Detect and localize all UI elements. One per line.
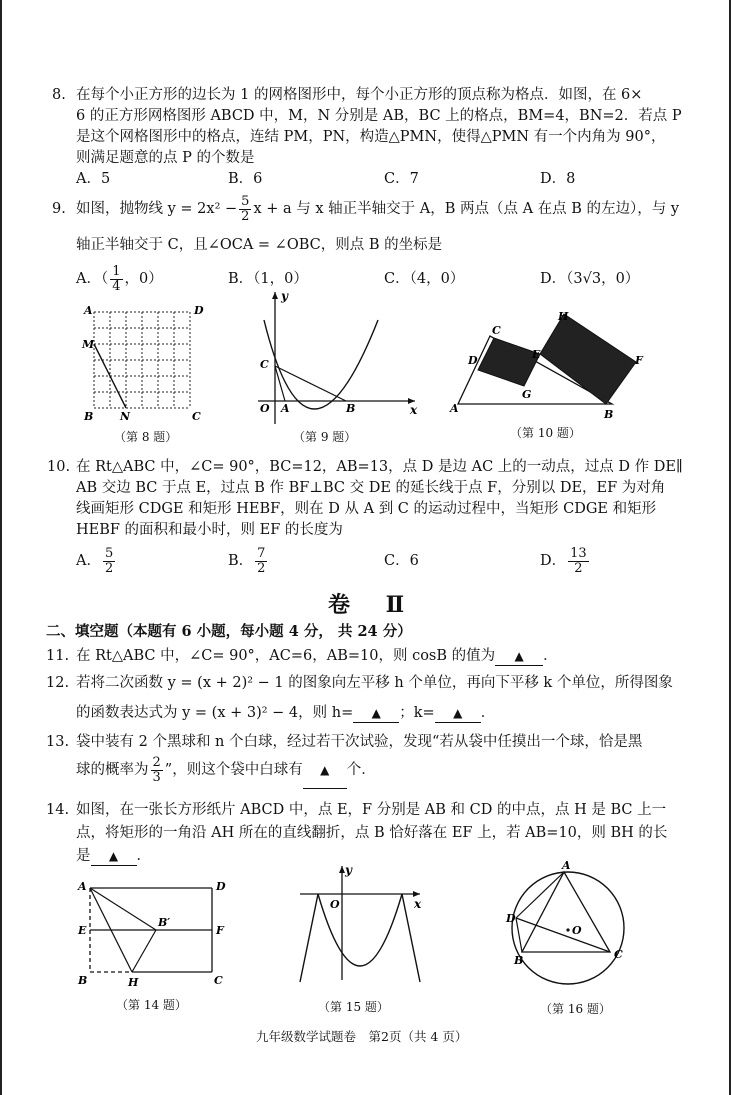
figure-14-label-b-prime: B′: [158, 916, 171, 929]
figure-16-label-o: O: [572, 924, 582, 937]
caption-fig-14: （第 14 题）: [116, 998, 187, 1012]
q13-frac-num: 2: [152, 754, 161, 770]
figure-16-segment-db: [516, 918, 522, 952]
figure-10-label-f: F: [635, 354, 643, 367]
q13-line-2: [76, 752, 376, 789]
figure-15: [292, 862, 432, 990]
q11-end: ．: [543, 648, 558, 664]
figure-9-y-arrow: [272, 292, 278, 299]
figure-14-label-h: H: [128, 976, 139, 989]
q10-opt-a-label: A．: [76, 553, 101, 569]
q10-opt-a-frac: [103, 547, 115, 576]
q12-text-a: 的函数表达式为 y = (x + 3)² − 4，则 h=: [76, 705, 354, 721]
figure-10-rect-hebf: [540, 314, 636, 404]
figure-10-label-b: B: [604, 408, 614, 421]
q12-blank-k: ▲: [435, 704, 481, 723]
q14-number: 14.: [46, 802, 70, 818]
figure-16-label-c: C: [614, 948, 623, 961]
q10-line-4: HEBF 的面积和最小时，则 EF 的长度为: [76, 522, 343, 538]
caption-fig-9: （第 9 题）: [293, 430, 357, 444]
q14-line-1: 如图，在一张长方形纸片 ABCD 中，点 E，F 分别是 AB 和 CD 的中点，点 H 是 BC 上一: [76, 802, 667, 818]
figure-9-label-y: y: [281, 289, 288, 303]
q10-line-2: AB 交边 BC 于点 E，过点 B 作 BF⊥BC 交 DE 的延长线于点 F，分别以 DE，EF 为对角: [76, 480, 666, 496]
figure-16-label-d: D: [506, 912, 516, 925]
q8-option-d: D．8: [540, 171, 576, 187]
q12-number: 12.: [46, 675, 70, 691]
q10-opt-d-frac: [568, 547, 589, 576]
q8-option-a: A．5: [76, 171, 111, 187]
figure-8-label-c: C: [192, 410, 201, 423]
figure-14-label-d: D: [216, 880, 226, 893]
caption-fig-15: （第 15 题）: [318, 1000, 389, 1014]
q12-text-b: ；k=: [399, 705, 435, 721]
q10-opt-b-frac: [255, 547, 267, 576]
q9-line-2: 轴正半轴交于 C，且∠OCA = ∠OBC，则点 B 的坐标是: [76, 237, 443, 253]
figure-10-label-g: G: [522, 388, 532, 401]
section-2-heading: 二、填空题（本题有 6 小题，每小题 4 分， 共 24 分）: [46, 623, 412, 640]
q14-line-3: [76, 847, 151, 866]
q11-text: 在 Rt△ABC 中，∠C= 90°，AC=6，AB=10，则 cosB 的值为: [76, 648, 496, 664]
caption-fig-16: （第 16 题）: [540, 1002, 611, 1016]
q11-number: 11.: [46, 648, 70, 664]
q14-text-a: 是: [76, 848, 91, 864]
figure-16-label-b: B: [514, 954, 524, 967]
q11-answer-blank: ▲: [495, 647, 543, 666]
q8-line-3: 是这个网格图形中的格点，连结 PM，PN，构造△PMN，使得△PMN 有一个内角为 90°，: [76, 129, 666, 145]
q9-opt-a-pre: A．（: [76, 271, 109, 287]
q13-answer-blank: ▲: [303, 752, 347, 789]
figure-10-label-a: A: [450, 402, 459, 415]
figure-10-label-d: D: [468, 354, 478, 367]
q10-number: 10.: [47, 459, 71, 475]
figure-14-label-c: C: [214, 974, 223, 987]
figure-8-label-b: B: [84, 410, 94, 423]
figure-8-grid: [94, 312, 190, 408]
figure-10-label-e: E: [532, 348, 541, 361]
q10-option-c: C．6: [384, 553, 419, 569]
q9-text-b: x + a 与 x 轴正半轴交于 A，B 两点（点 A 在点 B 的左边），与 y: [253, 201, 680, 217]
q13-text-b: ”，则这个袋中白球有: [164, 762, 303, 778]
figure-9-label-b: B: [346, 402, 356, 415]
q9-number: 9.: [52, 201, 66, 217]
caption-fig-8: （第 8 题）: [114, 430, 178, 444]
q8-line-1: 在每个小正方形的边长为 1 的网格图形中，每个小正方形的顶点称为格点．如图，在 6×: [76, 87, 643, 103]
q13-frac-den: 3: [152, 769, 161, 785]
q10-line-3: 线画矩形 CDGE 和矩形 HEBF，则在 D 从 A 到 C 的运动过程中，当矩形 CDGE 和矩形: [76, 501, 657, 517]
q10-opt-b-label: B．: [228, 553, 254, 569]
q9-fraction: [239, 195, 251, 224]
figure-10: [446, 306, 646, 421]
figure-8-label-m: M: [82, 338, 95, 351]
figure-8-label-d: D: [194, 304, 204, 317]
q8-line-2: 6 的正方形网格图形 ABCD 中，M，N 分别是 AB，BC 上的格点，BM=4，BN=2．若点 P: [76, 108, 682, 124]
figure-16-segment-dc: [516, 918, 610, 952]
figure-14-label-e: E: [78, 924, 87, 937]
q10-opt-a-num: 5: [104, 545, 114, 561]
q10-opt-b-den: 2: [257, 560, 266, 576]
q9-opt-a-num: 1: [112, 263, 121, 279]
figure-16-label-a: A: [562, 860, 571, 872]
figure-16-circle: [512, 872, 624, 984]
q10-opt-b-num: 7: [257, 545, 266, 561]
q10-opt-a-den: 2: [104, 560, 114, 576]
part-2-title: 卷 Ⅱ: [328, 592, 419, 618]
figure-9-label-o: O: [260, 402, 270, 415]
q12-end: ．: [480, 705, 496, 721]
figure-16-triangle-abc: [522, 872, 610, 952]
figure-9-label-x: x: [410, 403, 418, 417]
figure-9-parabola: [264, 320, 378, 409]
q9-opt-a-den: 4: [112, 278, 121, 294]
figure-8-label-a: A: [84, 304, 93, 317]
figure-14-label-b: B: [78, 974, 88, 987]
q10-line-1: 在 Rt△ABC 中，∠C= 90°，BC=12，AB=13，点 D 是边 AC 上的一动点，过点 D 作 DE∥: [76, 459, 683, 475]
q9-line-1: [76, 192, 679, 226]
q8-option-c: C．7: [384, 171, 419, 187]
figure-15-label-o: O: [330, 898, 340, 911]
q9-opt-a-frac: [110, 265, 122, 294]
q13-line-1: 袋中装有 2 个黑球和 n 个白球，经过若干次试验，发现“若从袋中任摸出一个球，恰是黑: [76, 734, 643, 750]
q8-option-b: B．6: [228, 171, 263, 187]
q9-opt-a-post: ，0）: [124, 271, 163, 287]
q13-number: 13.: [46, 734, 70, 750]
figure-14: [74, 876, 234, 991]
q10-option-d: [540, 543, 591, 579]
figure-16-center-point: [566, 928, 569, 931]
figure-9: [250, 286, 425, 428]
q14-answer-blank: ▲: [91, 847, 137, 866]
figure-10-rect-cdge: [478, 338, 540, 386]
figure-8: [80, 300, 210, 445]
figure-14-label-a: A: [78, 880, 87, 893]
page-footer: 九年级数学试题卷 第2页（共 4 页）: [256, 1029, 468, 1044]
figure-9-label-a: A: [281, 402, 290, 415]
figure-10-label-c: C: [492, 324, 501, 337]
q8-number: 8.: [52, 87, 66, 103]
q9-frac-den: 2: [241, 208, 250, 224]
q12-blank-h: ▲: [353, 704, 399, 723]
figure-9-label-c: C: [260, 358, 269, 371]
q10-opt-d-den: 2: [574, 560, 583, 576]
q14-line-2: 点，将矩形的一角沿 AH 所在的直线翻折，点 B 恰好落在 EF 上，若 AB=10，则 BH 的长: [76, 825, 668, 841]
figure-15-label-x: x: [414, 897, 422, 911]
q13-fraction: [151, 756, 163, 785]
q13-text-c: 个．: [346, 762, 376, 778]
q9-option-c: C．（4，0）: [384, 271, 465, 287]
q14-end: ．: [136, 848, 151, 864]
q9-option-b: B．（1，0）: [228, 271, 308, 287]
q9-option-d: D．（3√3，0）: [540, 271, 640, 287]
figure-10-label-h: H: [558, 310, 569, 323]
figure-15-label-y: y: [345, 863, 352, 877]
q10-option-b: [228, 543, 269, 579]
q10-opt-d-label: D．: [540, 553, 567, 569]
q9-frac-num: 5: [241, 193, 250, 209]
figure-8-label-n: N: [120, 410, 131, 423]
q9-text-a: 如图，抛物线 y = 2x² −: [76, 201, 238, 217]
q12-line-2: [76, 704, 495, 723]
figure-15-left-line: [300, 894, 318, 982]
caption-fig-10: （第 10 题）: [510, 426, 581, 440]
q13-text-a: 球的概率为: [76, 762, 149, 778]
q9-option-a: [76, 262, 163, 296]
figure-14-label-f: F: [216, 924, 224, 937]
q12-line-1: 若将二次函数 y = (x + 2)² − 1 的图象向左平移 h 个单位，再向下平移 k 个单位，所得图象: [76, 675, 673, 691]
q10-option-a: [76, 543, 117, 579]
figure-14-segment-b-prime-h: [132, 930, 156, 972]
q11-line: [76, 647, 558, 666]
figure-16: [502, 860, 642, 988]
q8-line-4: 则满足题意的点 P 的个数是: [76, 150, 255, 166]
q10-opt-d-num: 13: [570, 545, 587, 561]
